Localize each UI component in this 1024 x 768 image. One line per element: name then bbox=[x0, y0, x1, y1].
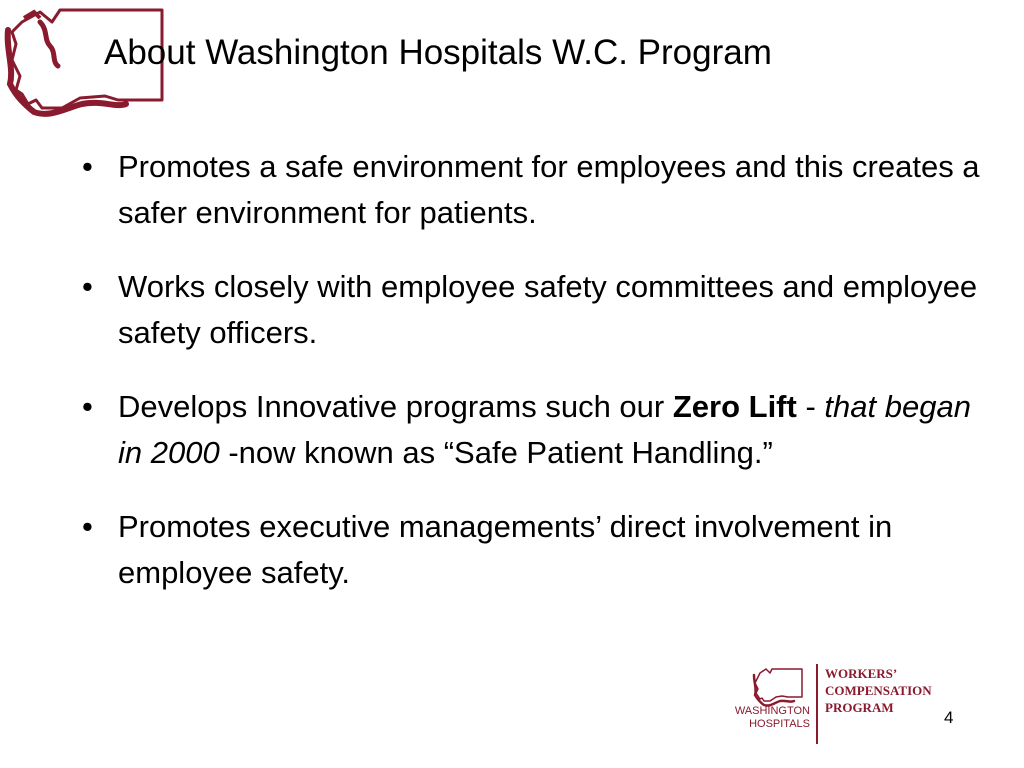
program-line: PROGRAM bbox=[825, 700, 894, 715]
bullet-text: Promotes executive managements’ direct involvement in employee safety. bbox=[118, 509, 893, 590]
bullet-item bbox=[82, 264, 987, 356]
washington-hospitals-label bbox=[728, 705, 810, 731]
program-line: WORKERS’ bbox=[825, 666, 898, 681]
bullet-item bbox=[82, 144, 987, 236]
org-line: HOSPITALS bbox=[749, 718, 810, 730]
bullet-bold-text: Zero Lift bbox=[672, 389, 797, 424]
bullet-item bbox=[82, 384, 987, 476]
bullet-text: -now known as “Safe Patient Handling.” bbox=[219, 435, 773, 470]
bullet-marker: • bbox=[82, 149, 93, 184]
slide-number: 4 bbox=[944, 708, 954, 727]
bullet-marker: • bbox=[82, 509, 93, 544]
bullet-marker: • bbox=[82, 389, 93, 424]
bullet-text: Works closely with employee safety committees and employee safety officers. bbox=[118, 269, 978, 350]
bullet-item bbox=[82, 504, 987, 596]
washington-state-outline-icon bbox=[752, 665, 804, 709]
slide-title: About Washington Hospitals W.C. Program bbox=[104, 33, 772, 72]
bullet-marker: • bbox=[82, 269, 93, 304]
bullet-list bbox=[82, 144, 987, 624]
bullet-text: Promotes a safe environment for employees and this creates a safer environment for patients. bbox=[118, 149, 980, 230]
org-line: WASHINGTON bbox=[734, 705, 810, 717]
footer-logo bbox=[728, 660, 978, 750]
program-label bbox=[825, 665, 932, 716]
program-line: COMPENSATION bbox=[825, 683, 932, 698]
bullet-text: - bbox=[796, 389, 825, 424]
logo-divider bbox=[816, 664, 818, 744]
bullet-text: Develops Innovative programs such our bbox=[118, 389, 673, 424]
bullet-italic-text: that began in 2000 bbox=[118, 389, 971, 470]
